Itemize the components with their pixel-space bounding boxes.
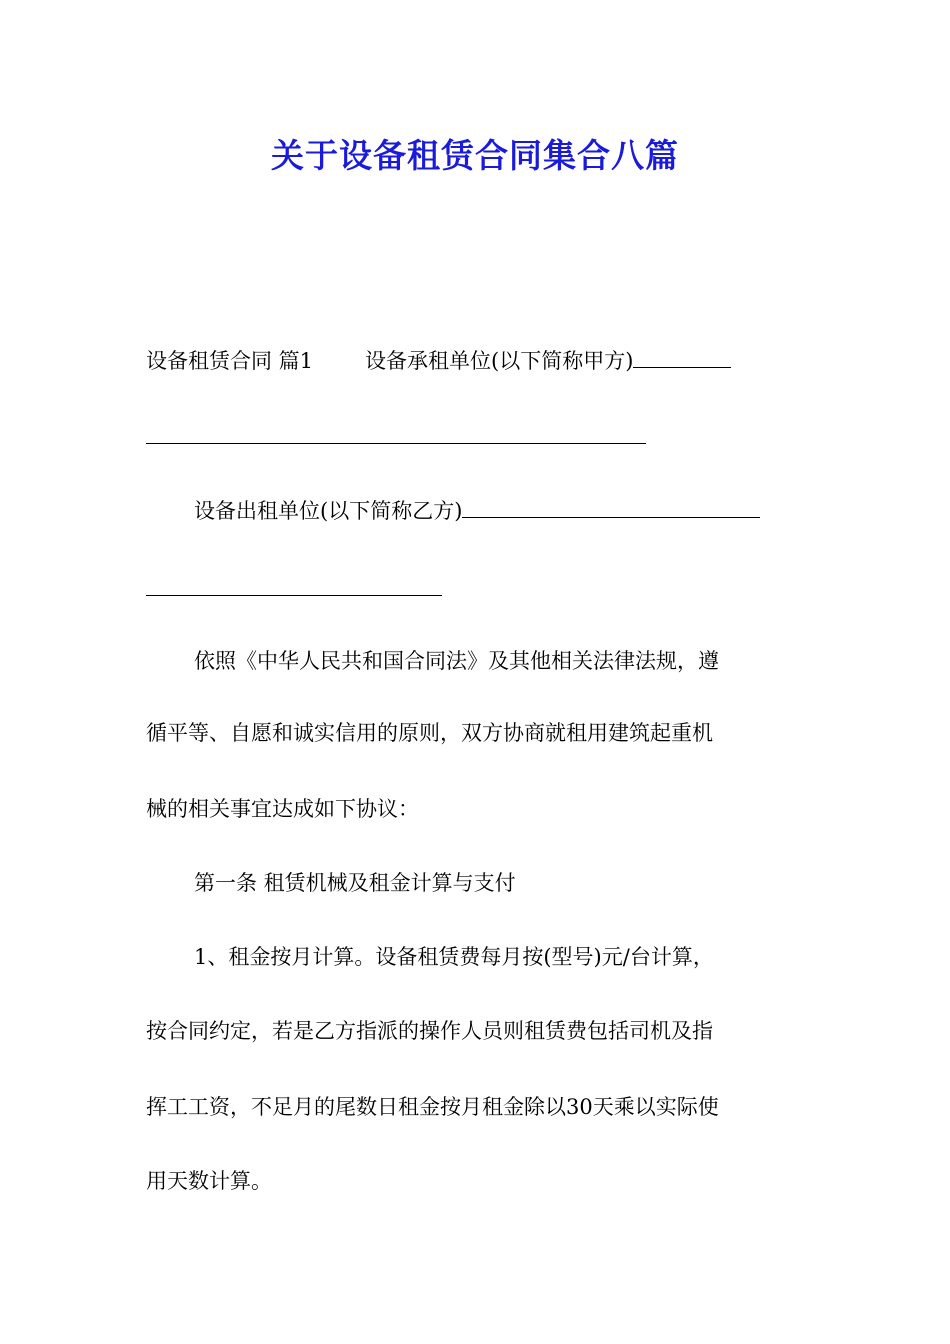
paragraph-line: 挥工工资，不足月的尾数日租金按月租金除以30天乘以实际使	[146, 1095, 719, 1119]
paragraph-line: 依照《中华人民共和国合同法》及其他相关法律法规，遵	[194, 649, 719, 673]
paragraph-line: 1、租金按月计算。设备租赁费每月按(型号)元/台计算，	[194, 945, 714, 969]
party-a-blank-continued[interactable]	[146, 442, 646, 444]
party-b-label: 设备出租单位(以下简称乙方)	[194, 499, 463, 523]
party-b-blank[interactable]	[462, 495, 760, 518]
paragraph-line: 用天数计算。	[146, 1169, 272, 1193]
party-a-line	[146, 345, 731, 376]
party-b-blank-continued[interactable]	[146, 594, 442, 596]
party-b-line	[194, 495, 760, 526]
paragraph-line: 循平等、自愿和诚实信用的原则，双方协商就租用建筑起重机	[146, 721, 713, 745]
paragraph-line: 械的相关事宜达成如下协议：	[146, 797, 419, 821]
document-title: 关于设备租赁合同集合八篇	[271, 136, 679, 175]
section-heading: 设备租赁合同 篇1	[146, 349, 314, 373]
party-a-label: 设备承租单位(以下简称甲方)	[365, 349, 634, 373]
paragraph-line: 按合同约定，若是乙方指派的操作人员则租赁费包括司机及指	[146, 1019, 713, 1043]
party-a-blank[interactable]	[633, 345, 731, 368]
article-title: 第一条 租赁机械及租金计算与支付	[194, 871, 516, 895]
